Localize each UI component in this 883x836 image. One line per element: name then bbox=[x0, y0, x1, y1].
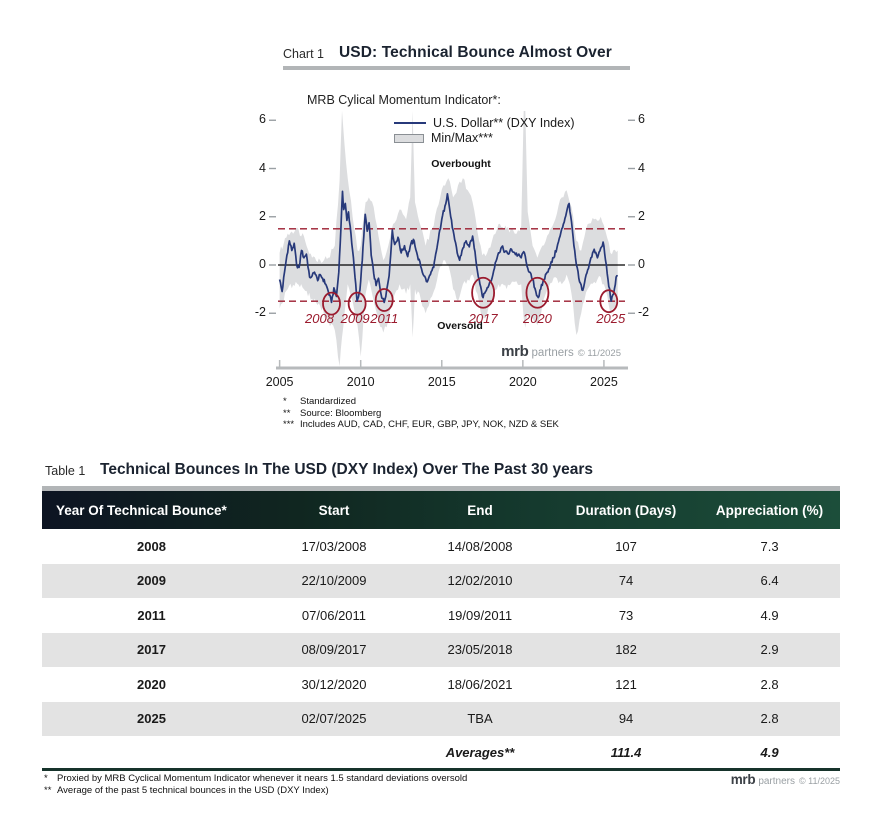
table-cell: 73 bbox=[618, 607, 634, 623]
oversold-year-annotation: 2017 bbox=[468, 311, 498, 326]
y-axis-tick-label: 4 bbox=[638, 160, 645, 175]
chart-title-underline bbox=[283, 66, 630, 70]
table-cell: 22/10/2009 bbox=[301, 573, 367, 589]
y-axis-tick-label: 6 bbox=[259, 112, 266, 127]
table-cell: 2020 bbox=[137, 676, 166, 692]
chart-subtitle: MRB Cylical Momentum Indicator*: bbox=[307, 93, 501, 107]
y-axis-tick-label: 2 bbox=[638, 208, 645, 223]
table-row bbox=[42, 564, 840, 599]
logo-copyright: © 11/2025 bbox=[799, 776, 840, 786]
legend-entry-usd bbox=[394, 116, 575, 130]
logo-copyright: © 11/2025 bbox=[577, 348, 621, 359]
table-cell: 17/03/2008 bbox=[301, 538, 367, 554]
y-axis-tick-label: -2 bbox=[638, 305, 650, 320]
y-axis-tick-label: 6 bbox=[638, 112, 645, 127]
logo-suffix: partners bbox=[531, 347, 574, 359]
footnote bbox=[44, 785, 467, 797]
averages-appreciation: 4.9 bbox=[760, 744, 779, 760]
table-cell: TBA bbox=[467, 711, 493, 727]
band-swatch-icon bbox=[394, 134, 424, 143]
table-cell: 6.4 bbox=[760, 573, 779, 589]
table-footnotes bbox=[44, 773, 467, 797]
table-number-label: Table 1 bbox=[45, 464, 86, 478]
column-header: Year Of Technical Bounce* bbox=[56, 502, 227, 518]
table-cell: 7.3 bbox=[760, 538, 779, 554]
x-axis-tick-label: 2015 bbox=[427, 375, 456, 389]
footnote bbox=[44, 773, 467, 785]
table-averages-row bbox=[42, 736, 840, 768]
column-header: Appreciation (%) bbox=[715, 502, 824, 518]
mrb-partners-logo bbox=[501, 343, 621, 361]
chart-legend bbox=[394, 116, 575, 146]
x-axis-tick-label: 2005 bbox=[265, 375, 294, 389]
footnote-text: Standardized bbox=[300, 396, 356, 407]
oversold-year-annotation: 2025 bbox=[596, 311, 626, 326]
bounces-table bbox=[42, 486, 840, 771]
table-cell: 18/06/2021 bbox=[447, 676, 513, 692]
table-cell: 107 bbox=[615, 538, 637, 554]
footnote-mark: * bbox=[283, 396, 287, 407]
averages-label: Averages** bbox=[445, 744, 515, 760]
legend-entry-minmax bbox=[394, 131, 575, 145]
table-cell: 94 bbox=[618, 711, 634, 727]
oversold-year-annotation: 2008 bbox=[305, 311, 334, 326]
mrb-partners-logo bbox=[731, 771, 840, 789]
table-cell: 2.8 bbox=[760, 711, 779, 727]
table-cell: 4.9 bbox=[760, 607, 779, 623]
overbought-zone-label: Overbought bbox=[431, 158, 491, 170]
table-cell: 23/05/2018 bbox=[447, 642, 513, 658]
y-axis-tick-label: 2 bbox=[259, 208, 266, 223]
table-row bbox=[42, 598, 840, 633]
footnote bbox=[283, 396, 559, 408]
oversold-year-annotation: 2011 bbox=[370, 311, 399, 326]
footnote-text: Average of the past 5 technical bounces in the USD (DXY Index) bbox=[57, 785, 329, 796]
table-cell: 182 bbox=[615, 642, 637, 658]
chart-number-label: Chart 1 bbox=[283, 47, 324, 61]
table-cell: 19/09/2011 bbox=[447, 607, 513, 623]
table-cell: 2017 bbox=[137, 642, 166, 658]
logo-brand: mrb bbox=[501, 343, 529, 360]
logo-suffix: partners bbox=[758, 776, 795, 787]
x-axis-tick-label: 2010 bbox=[346, 375, 375, 389]
table-row bbox=[42, 633, 840, 668]
footnote-text: Source: Bloomberg bbox=[300, 407, 382, 419]
footnote-mark: ** bbox=[283, 407, 291, 419]
footnote-text: Proxied by MRB Cyclical Momentum Indicator whenever it nears 1.5 standard deviations oversold bbox=[57, 773, 468, 784]
table-cell: 02/07/2025 bbox=[301, 711, 367, 727]
table-row bbox=[42, 667, 840, 702]
table-cell: 2009 bbox=[137, 573, 166, 589]
table-cell: 2.8 bbox=[760, 676, 779, 692]
y-axis-tick-label: -2 bbox=[254, 305, 266, 320]
table-cell: 14/08/2008 bbox=[447, 538, 513, 554]
averages-duration: 111.4 bbox=[610, 744, 642, 760]
y-axis-tick-label: 0 bbox=[638, 257, 645, 271]
table-row bbox=[42, 529, 840, 564]
footnote-mark: *** bbox=[283, 419, 295, 430]
chart-footnotes bbox=[283, 396, 559, 431]
line-swatch-icon bbox=[394, 122, 426, 124]
x-axis-tick-label: 2025 bbox=[590, 375, 618, 389]
logo-brand: mrb bbox=[730, 772, 756, 787]
table-cell: 30/12/2020 bbox=[301, 676, 367, 692]
column-header: Start bbox=[318, 502, 350, 518]
footnote-mark: * bbox=[44, 773, 48, 784]
column-header: Duration (Days) bbox=[575, 502, 677, 518]
footnote bbox=[283, 408, 559, 420]
table-cell: 2008 bbox=[137, 538, 166, 554]
oversold-year-annotation: 2009 bbox=[340, 311, 370, 326]
y-axis-tick-label: 4 bbox=[259, 160, 266, 175]
table-title: Technical Bounces In The USD (DXY Index) Over The Past 30 years bbox=[100, 461, 594, 478]
oversold-year-annotation: 2020 bbox=[522, 311, 552, 326]
table-row bbox=[42, 702, 840, 737]
footnote bbox=[283, 419, 559, 431]
table-cell: 2.9 bbox=[760, 642, 779, 658]
table-cell: 08/09/2017 bbox=[301, 642, 367, 658]
footnote-text: Includes AUD, CAD, CHF, EUR, GBP, JPY, NOK, NZD & SEK bbox=[300, 419, 559, 430]
table-cell: 2025 bbox=[137, 711, 166, 727]
y-axis-tick-label: 0 bbox=[259, 257, 266, 271]
table-cell: 07/06/2011 bbox=[301, 607, 367, 623]
table-header-row bbox=[42, 491, 840, 529]
table-cell: 121 bbox=[615, 676, 637, 692]
chart-title: USD: Technical Bounce Almost Over bbox=[339, 44, 612, 61]
column-header: End bbox=[467, 502, 493, 518]
footnote-mark: ** bbox=[44, 785, 52, 796]
oversold-zone-label: Oversold bbox=[437, 320, 483, 332]
legend-label: Min/Max*** bbox=[431, 131, 493, 145]
table-body bbox=[42, 529, 840, 736]
x-axis-tick-label: 2020 bbox=[508, 375, 537, 389]
legend-label: U.S. Dollar** (DXY Index) bbox=[433, 116, 575, 130]
table-cell: 2011 bbox=[137, 607, 166, 623]
table-cell: 74 bbox=[618, 573, 634, 589]
table-cell: 12/02/2010 bbox=[447, 573, 513, 589]
